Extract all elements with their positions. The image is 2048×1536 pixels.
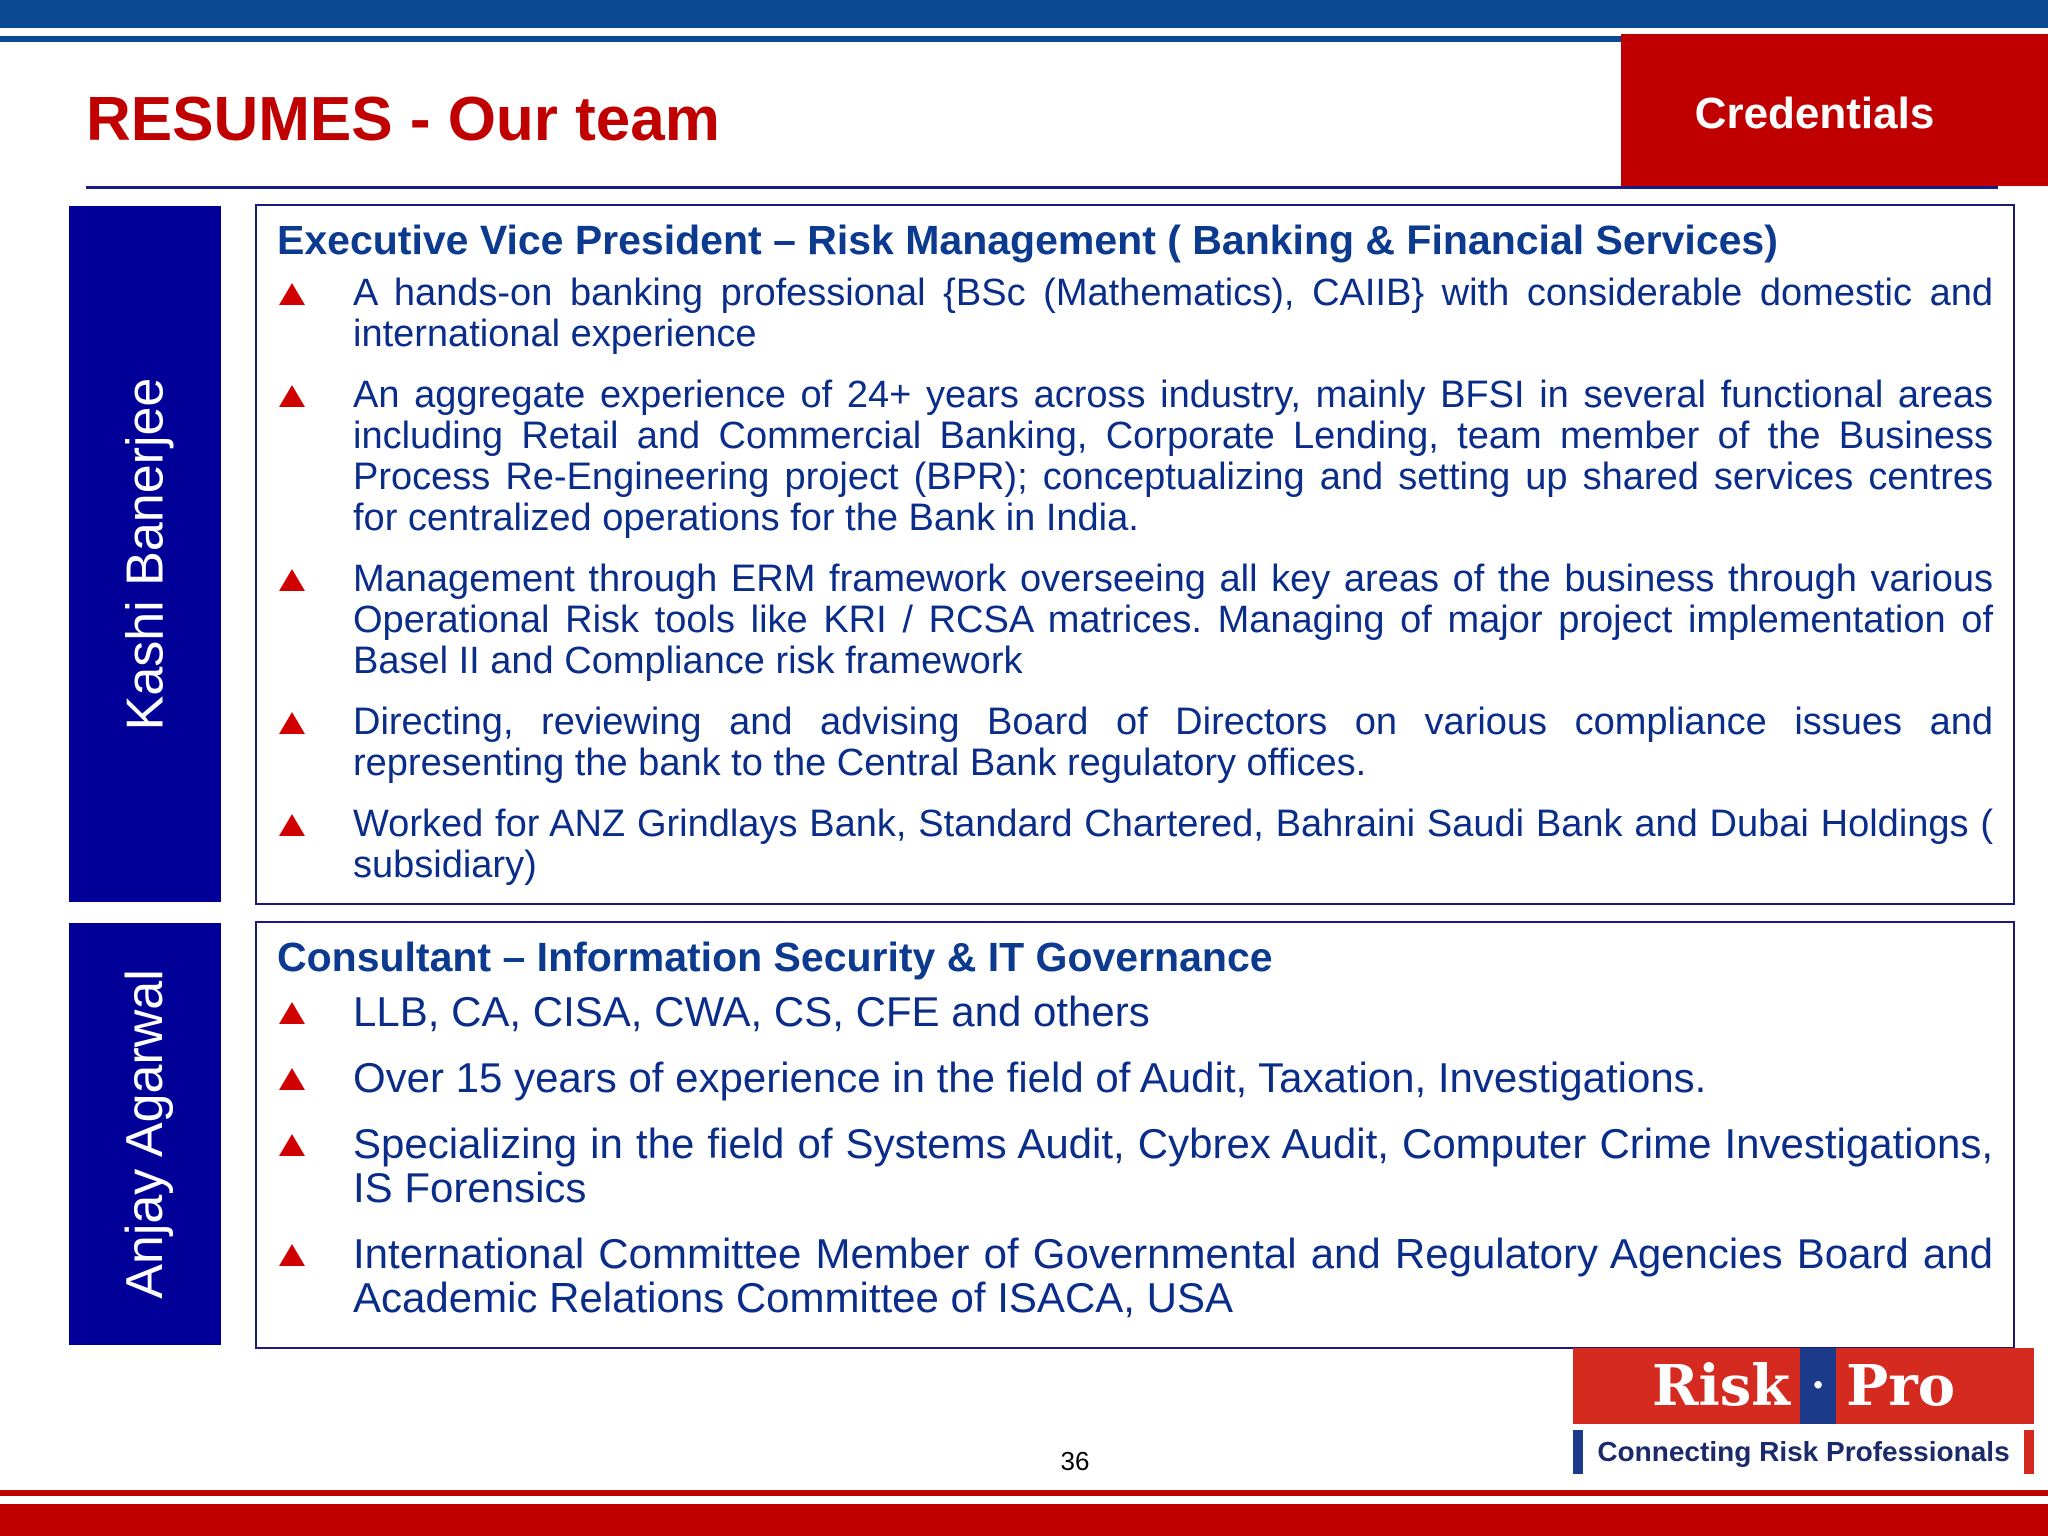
logo-word-risk: Risk xyxy=(1651,1353,1791,1419)
resume-bullet-text: A hands-on banking professional {BSc (Mathematics), CAIIB} with considerable domestic and international experience xyxy=(353,272,1993,356)
member-resume-box xyxy=(255,921,2015,1349)
resume-bullet-text: Management through ERM framework overseeing all key areas of the business through various Operational Risk tools like KRI / RCSA matrices. Managing of major project implementation of Basel II and Compliance risk framework xyxy=(353,558,1993,683)
red-triangle-bullet-icon xyxy=(279,1002,305,1024)
bottom-decor-line xyxy=(0,1490,2048,1496)
resume-bullet xyxy=(277,273,1993,355)
red-triangle-bullet-icon xyxy=(279,1134,305,1156)
resume-bullet xyxy=(277,702,1993,784)
member-role: Executive Vice President – Risk Management ( Banking & Financial Services) xyxy=(277,217,1778,263)
red-triangle-bullet-icon xyxy=(279,283,305,305)
member-name-tab xyxy=(69,923,221,1345)
resume-bullet xyxy=(277,375,1993,539)
credentials-tab xyxy=(1621,34,2048,186)
resume-bullet-text: Specializing in the field of Systems Audit, Cybrex Audit, Computer Crime Investigations, IS Forensics xyxy=(353,1120,1993,1212)
resume-bullet-list xyxy=(277,273,1993,886)
resume-bullet-text: Over 15 years of experience in the field of Audit, Taxation, Investigations. xyxy=(353,1054,1707,1102)
member-name-tab xyxy=(69,206,221,902)
riskpro-logo xyxy=(1573,1348,2034,1474)
resume-bullet xyxy=(277,990,1993,1034)
red-triangle-bullet-icon xyxy=(279,385,305,407)
logo-wordmark xyxy=(1573,1348,2034,1424)
red-triangle-bullet-icon xyxy=(279,814,305,836)
red-triangle-bullet-icon xyxy=(279,569,305,591)
resume-bullet-text: Directing, reviewing and advising Board of Directors on various compliance issues and representing the bank to the Central Bank regulatory offices. xyxy=(353,701,1993,785)
resume-bullet xyxy=(277,559,1993,682)
bottom-decor-bar xyxy=(0,1504,2048,1536)
member-name: Anjay Agarwal xyxy=(116,969,174,1299)
resume-bullet-list xyxy=(277,990,1993,1320)
red-triangle-bullet-icon xyxy=(279,1068,305,1090)
top-decor-bar xyxy=(0,0,2048,28)
page-title: RESUMES - Our team xyxy=(86,85,720,154)
red-triangle-bullet-icon xyxy=(279,1244,305,1266)
resume-bullet-text: An aggregate experience of 24+ years across industry, mainly BFSI in several functional areas including Retail and Commercial Banking, Corporate Lending, team member of the Business Process Re-Engineering project (BPR); conceptualizing and setting up shared services centres for centralized operations for the Bank in India. xyxy=(353,374,1993,540)
member-name: Kashi Banerjee xyxy=(116,377,174,731)
red-triangle-bullet-icon xyxy=(279,712,305,734)
member-resume-box xyxy=(255,204,2015,905)
resume-bullet xyxy=(277,1056,1993,1100)
credentials-tab-label: Credentials xyxy=(1694,89,1935,138)
resume-bullet-text: LLB, CA, CISA, CWA, CS, CFE and others xyxy=(353,988,1150,1036)
resume-bullet-text: International Committee Member of Governmental and Regulatory Agencies Board and Academic Relations Committee of ISACA, USA xyxy=(353,1230,1993,1322)
logo-word-pro: Pro xyxy=(1846,1353,1956,1419)
resume-bullet xyxy=(277,1122,1993,1210)
member-role: Consultant – Information Security & IT Governance xyxy=(277,934,1273,980)
page-number: 36 xyxy=(1060,1446,1090,1476)
logo-separator: · xyxy=(1800,1348,1836,1424)
resume-bullet xyxy=(277,1232,1993,1320)
resume-bullet xyxy=(277,804,1993,886)
resume-bullet-text: Worked for ANZ Grindlays Bank, Standard Chartered, Bahraini Saudi Bank and Dubai Holdings ( subsidiary) xyxy=(353,803,1993,887)
title-divider xyxy=(86,186,1998,189)
logo-tagline: Connecting Risk Professionals xyxy=(1573,1430,2034,1474)
